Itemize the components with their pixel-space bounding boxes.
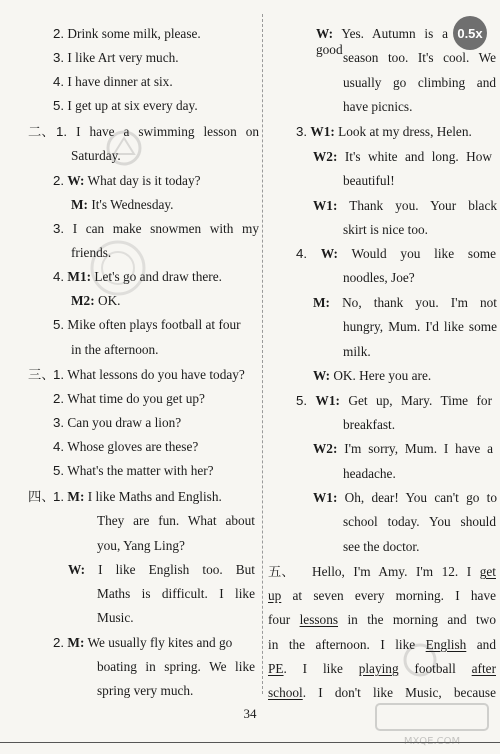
watermark-logo-icon — [104, 128, 144, 168]
answer-line: 3. W1: Look at my dress, Helen. — [296, 124, 472, 139]
watermark-logo-icon — [400, 640, 440, 680]
answer-line: 2. Drink some milk, please. — [53, 26, 201, 41]
playback-speed-badge[interactable]: 0.5x — [453, 16, 487, 50]
answer-line: Maths is difficult. I like — [97, 586, 255, 601]
answer-line: 1. What lessons do you have today? — [53, 367, 245, 382]
answer-line: 5. W1: Get up, Mary. Time for — [296, 393, 492, 408]
answer-line: 4. I have dinner at six. — [53, 74, 173, 89]
answer-line: 1. I have a swimming lesson on — [56, 124, 259, 139]
answer-line: 4. W: Would you like some — [296, 246, 496, 261]
column-divider — [262, 14, 263, 694]
answer-line: W: OK. Here you are. — [313, 368, 432, 383]
answer-line: W: I like English too. But — [68, 562, 255, 577]
section-label: 三、 — [28, 367, 55, 382]
answer-line: milk. — [343, 344, 371, 359]
answer-line: 5. I get up at six every day. — [53, 98, 198, 113]
answer-line: 1. M: I like Maths and English. — [53, 489, 222, 504]
answer-line: 3. I can make snowmen with my — [53, 221, 259, 236]
answer-line: beautiful! — [343, 173, 395, 188]
answer-line: 4. M1: Let's go and draw there. — [53, 269, 222, 284]
answer-line: skirt is nice too. — [343, 222, 428, 237]
section-label: 五、 — [268, 564, 295, 579]
answer-line: They are fun. What about — [97, 513, 255, 528]
answer-line: 4. Whose gloves are these? — [53, 439, 199, 454]
section-label: 四、 — [28, 489, 55, 504]
passage-line: in the afternoon. I like English and — [268, 637, 496, 652]
section-label: 二、 — [28, 124, 55, 139]
answer-line: see the doctor. — [343, 539, 420, 554]
answer-line: noodles, Joe? — [343, 270, 415, 285]
passage-line: up at seven every morning. I have — [268, 588, 496, 603]
watermark-text: MXQE.COM — [403, 736, 461, 747]
answer-line: Music. — [97, 610, 134, 625]
answer-line: breakfast. — [343, 417, 396, 432]
passage-line: PE. I like playing football after — [268, 661, 496, 676]
answer-line: boating in spring. We like — [97, 659, 255, 674]
answer-line: 3. Can you draw a lion? — [53, 415, 182, 430]
answer-line: 5. What's the matter with her? — [53, 463, 214, 478]
answer-line: you, Yang Ling? — [97, 538, 185, 553]
answer-line: W2: It's white and long. How — [313, 149, 492, 164]
answer-line: hungry, Mum. I'd like some — [343, 319, 497, 334]
answer-line: Saturday. — [71, 148, 121, 163]
answer-line: school today. You should — [343, 514, 496, 529]
passage-line: Hello, I'm Amy. I'm 12. I get — [312, 564, 496, 579]
answer-line: have picnics. — [343, 99, 413, 114]
answer-line: W1: Thank you. Your black — [313, 198, 497, 213]
answer-line: W2: I'm sorry, Mum. I have a — [313, 441, 493, 456]
answer-line: usually go climbing and — [343, 75, 496, 90]
site-watermark-logo-icon — [372, 700, 492, 748]
answer-line: 3. I like Art very much. — [53, 50, 179, 65]
answer-line: headache. — [343, 466, 396, 481]
answer-line: W: Yes. Autumn is a good — [316, 26, 448, 57]
passage-line: school. I don't like Music, because — [268, 685, 496, 700]
answer-line: 2. W: What day is it today? — [53, 173, 201, 188]
watermark-seal-icon — [88, 238, 148, 298]
passage-line: four lessons in the morning and two — [268, 612, 496, 627]
answer-line: friends. — [71, 245, 112, 260]
answer-line: M: It's Wednesday. — [71, 197, 174, 212]
page-number: 34 — [243, 706, 257, 721]
answer-line: spring very much. — [97, 683, 194, 698]
answer-line: M: No, thank you. I'm not — [313, 295, 497, 310]
answer-line: 2. What time do you get up? — [53, 391, 205, 406]
answer-line: 2. M: We usually fly kites and go — [53, 635, 233, 650]
answer-line: season too. It's cool. We — [343, 50, 496, 65]
answer-line: in the afternoon. — [71, 342, 159, 357]
answer-line: 5. Mike often plays football at four — [53, 317, 241, 332]
answer-line: W1: Oh, dear! You can't go to — [313, 490, 497, 505]
answer-line: M2: OK. — [71, 293, 121, 308]
